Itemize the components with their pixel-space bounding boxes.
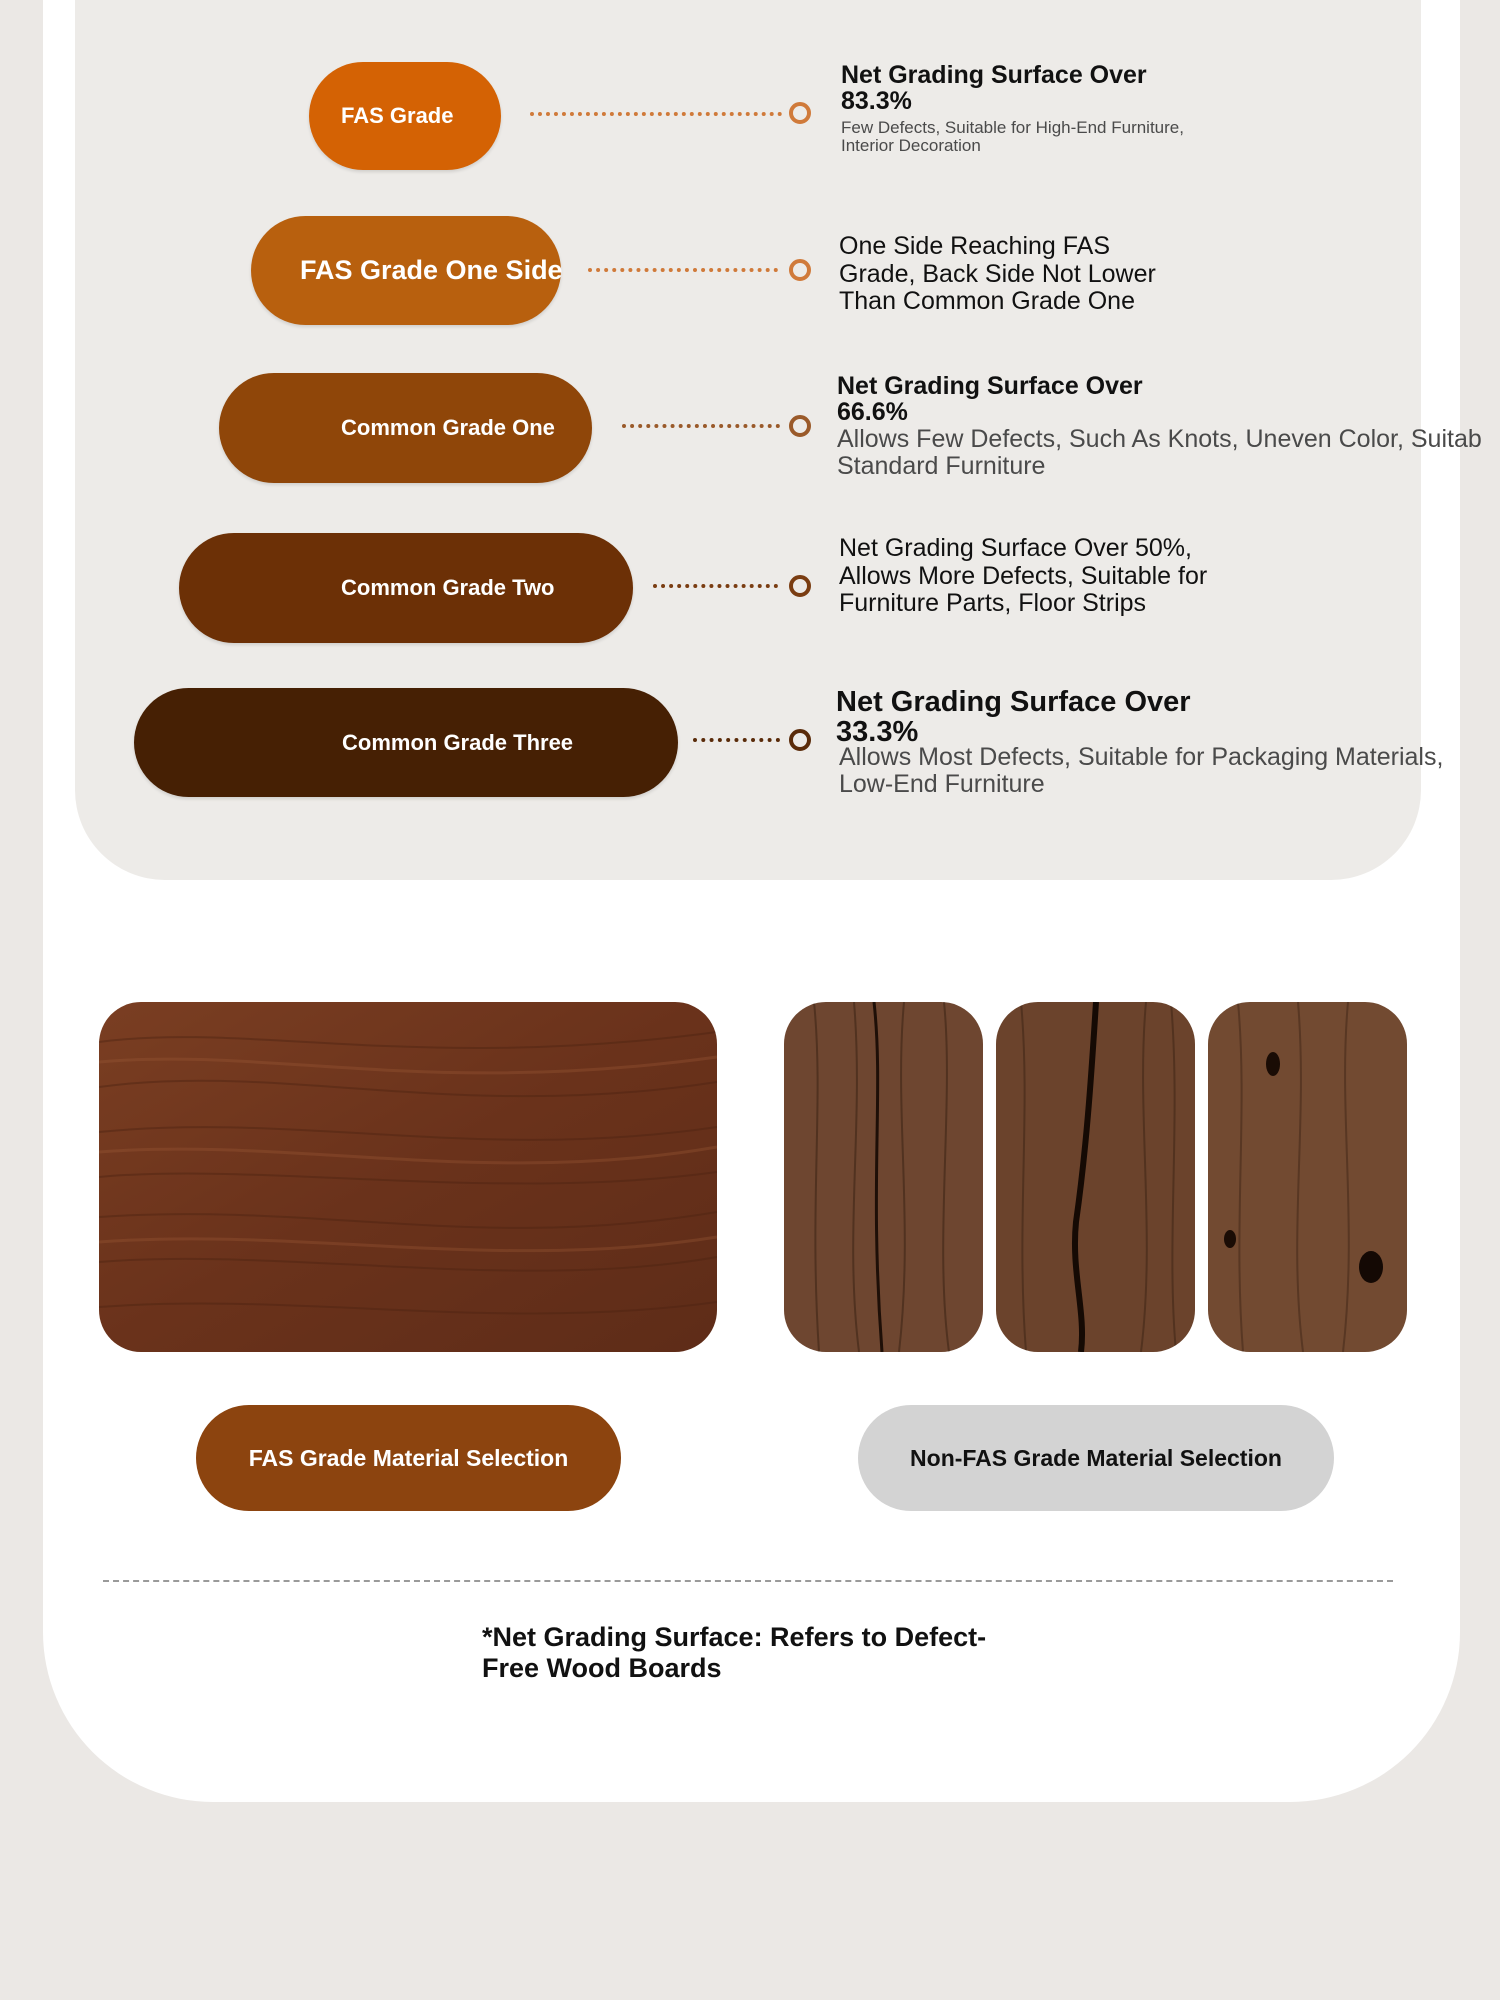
connector-line	[588, 268, 778, 272]
non-fas-selection-label: Non-FAS Grade Material Selection	[910, 1444, 1282, 1471]
grade-subtitle: Few Defects, Suitable for High-End Furniture, Interior Decoration	[841, 117, 1184, 156]
dashed-divider	[103, 1580, 1393, 1582]
grade-title: Net Grading Surface Over 66.6%	[837, 373, 1143, 427]
grade-pill-common-one	[219, 373, 592, 483]
connector-line	[653, 584, 778, 588]
grade-subtitle: One Side Reaching FAS Grade, Back Side Not Lower Than Common Grade One	[839, 232, 1156, 315]
grade-description	[837, 373, 1500, 481]
grade-subtitle: Allows Most Defects, Suitable for Packaging Materials, Low-End Furniture	[839, 742, 1444, 799]
grade-pill-fas-one-side	[251, 216, 561, 325]
fas-wood-photo	[99, 1002, 717, 1352]
ring-icon	[789, 729, 811, 751]
grade-description	[841, 62, 1221, 156]
non-fas-wood-photo-1	[784, 1002, 983, 1352]
grade-title: Net Grading Surface Over 83.3%	[841, 61, 1147, 116]
grade-pill-label: Common Grade One	[341, 415, 555, 440]
ring-icon	[789, 575, 811, 597]
grade-pill-label: FAS Grade	[341, 103, 454, 128]
grade-subtitle: Allows Few Defects, Such As Knots, Uneven Color, Suitab Standard Furniture	[837, 424, 1482, 480]
grade-pill-label: Common Grade Three	[342, 729, 574, 755]
grade-pill-common-two	[179, 533, 633, 643]
grade-description	[839, 233, 1179, 316]
grade-pill-fas	[309, 62, 501, 170]
connector-line	[693, 738, 780, 742]
non-fas-wood-photo-3	[1208, 1002, 1407, 1352]
fas-selection-label: FAS Grade Material Selection	[248, 1444, 569, 1471]
grade-pill-label: FAS Grade One Side	[300, 255, 563, 285]
ring-icon	[789, 415, 811, 437]
grade-title: Net Grading Surface Over 33.3%	[836, 687, 1191, 749]
ring-icon	[789, 102, 811, 124]
ring-icon	[789, 259, 811, 281]
grade-description	[839, 535, 1239, 618]
grade-pill-label: Common Grade Two	[341, 575, 555, 600]
grade-description	[836, 687, 1500, 799]
footnote: *Net Grading Surface: Refers to Defect-Free Wood Boards	[482, 1622, 987, 1684]
non-fas-selection-button[interactable]	[858, 1405, 1334, 1511]
connector-line	[530, 112, 782, 116]
connector-line	[622, 424, 780, 428]
grade-subtitle: Net Grading Surface Over 50%, Allows More Defects, Suitable for Furniture Parts, Floor Strips	[839, 534, 1208, 617]
grade-pill-common-three	[134, 688, 678, 797]
fas-selection-button[interactable]	[196, 1405, 621, 1511]
non-fas-wood-photo-2	[996, 1002, 1195, 1352]
